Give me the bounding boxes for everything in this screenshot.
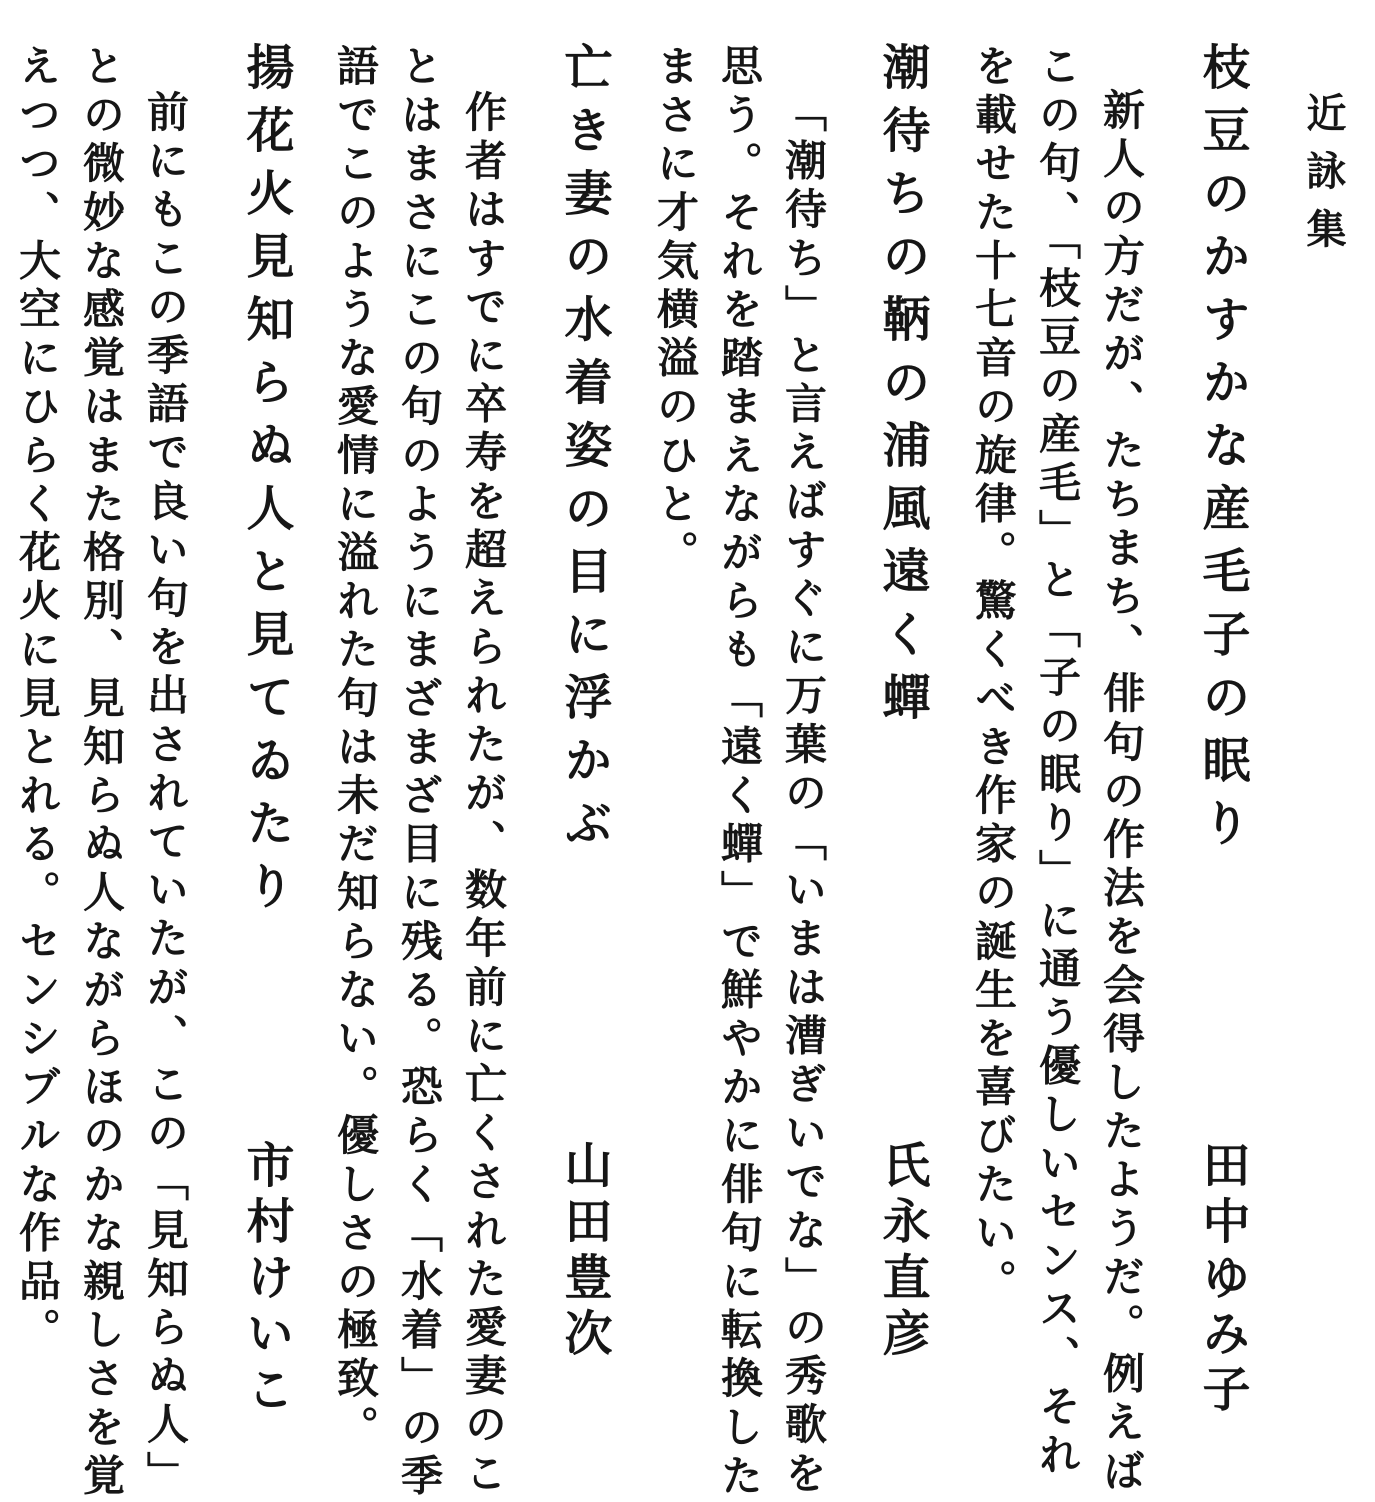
commentary-3-line-3: 語でこのような愛情に溢れた句は未だ知らない。優しさの極致。 [331,44,380,1454]
commentary-1-line-1: 新人の方だが、たちまち、俳句の作法を会得したようだ。例えば [1097,88,1146,1498]
commentary-2-line-1: 「潮待ち」と言えばすぐに万葉の「いまは漕ぎいでな」の秀歌を [779,90,828,1500]
section-title: 近詠集 [1300,92,1346,266]
commentary-3-line-1: 作者はすでに卒寿を超えられたが、数年前に亡くされた愛妻のこ [459,90,508,1500]
haiku-1-author: 田中ゆみ子 [1194,1140,1250,1420]
commentary-1-line-2: この句、「枝豆の産毛」と「子の眠り」に通う優しいセンス、それ [1033,44,1082,1481]
haiku-3-author: 山田豊次 [556,1140,612,1364]
commentary-2-line-3: まさに才気横溢のひと。 [651,44,700,579]
haiku-3: 亡き妻の水着姿の目に浮かぶ [556,42,612,861]
haiku-1: 枝豆のかすかな産毛子の眠り [1194,42,1250,861]
haiku-4: 揚花火見知らぬ人と見てゐたり [238,42,294,924]
commentary-4-line-1: 前にもこの季語で良い句を出されていたが、この「見知らぬ人」 [141,90,190,1500]
commentary-4-line-2: との微妙な感覚はまた格別、見知らぬ人ながらほのかな親しさを覚 [77,44,126,1502]
haiku-2-author: 氏永直彦 [874,1140,930,1364]
commentary-3-line-2: とはまさにこの句のようにまざまざ目に残る。恐らく「水着」の季 [395,44,444,1502]
commentary-4-line-3: えつつ、大空にひらく花火に見とれる。センシブルな作品。 [13,44,62,1357]
commentary-2-line-2: 思う。それを踏まえながらも「遠く蟬」で鮮やかに俳句に転換した [715,44,764,1502]
haiku-2: 潮待ちの鞆の浦風遠く蟬 [874,42,930,735]
commentary-1-line-3: を載せた十七音の旋律。驚くべき作家の誕生を喜びたい。 [969,44,1018,1308]
haiku-4-author: 市村けいこ [238,1140,294,1420]
